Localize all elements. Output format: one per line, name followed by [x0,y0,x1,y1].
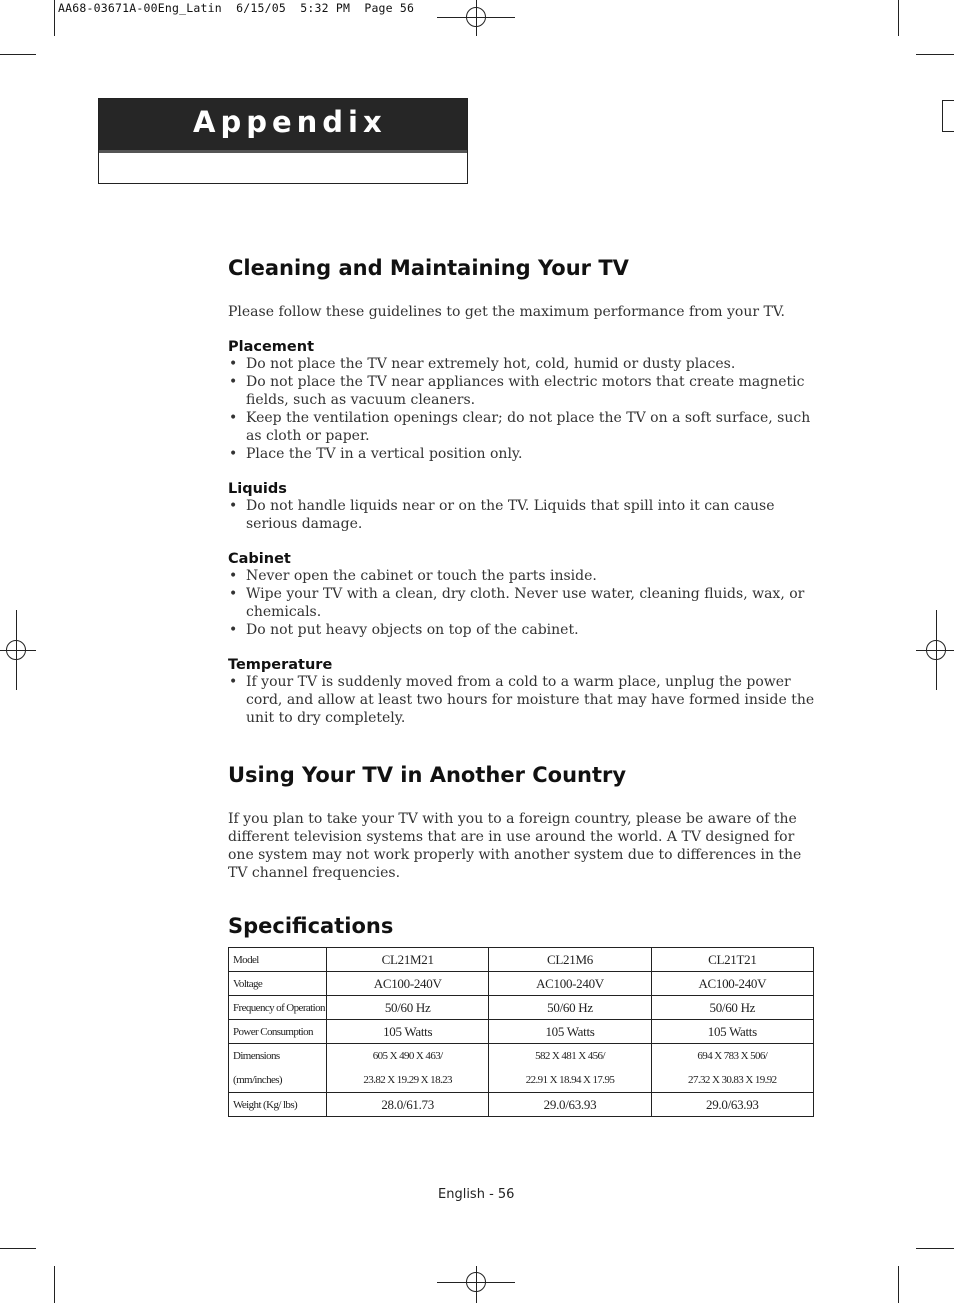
table-row [229,1020,814,1044]
table-cell: 50/60 Hz [327,996,489,1020]
list-item: • Place the TV in a vertical position only. [228,445,818,463]
table-cell: CL21M21 [327,948,489,972]
dimensions-label: Dimensions [233,1050,280,1062]
table-row [229,1044,814,1093]
dimensions-inches: 22.91 X 18.94 X 17.95 [525,1074,615,1086]
table-row [229,996,814,1020]
temperature-list [228,673,818,727]
print-slug: AA68-03671A-00Eng_Latin 6/15/05 5:32 PM Page 56 [58,1,415,15]
table-cell: 29.0/63.93 [489,1093,651,1117]
table-cell: 105 Watts [489,1020,651,1044]
table-row [229,1093,814,1117]
cleaning-heading: Cleaning and Maintaining Your TV [228,256,629,280]
appendix-header [98,98,468,184]
page-number: English - 56 [438,1187,515,1202]
list-item: • Do not place the TV near appliances with electric motors that create magnetic fields, such as vacuum cleaners. [228,373,818,409]
table-cell: 105 Watts [651,1020,813,1044]
list-item: • Never open the cabinet or touch the parts inside. [228,567,818,585]
another-country-body: If you plan to take your TV with you to a foreign country, please be aware of the different television systems that are in use around the world. A TV designed for one system may not work properly with another system due to differences in the TV channel frequencies. [228,811,802,881]
specifications-table [228,947,814,1117]
table-cell: AC100-240V [651,972,813,996]
table-cell [229,1044,327,1093]
table-cell [327,1044,489,1093]
liquids-heading: Liquids [228,481,287,497]
placement-list [228,355,818,463]
table-row [229,948,814,972]
table-cell: Model [229,948,327,972]
main-content [228,256,818,1117]
dimensions-inches: 23.82 X 19.29 X 18.23 [363,1074,452,1086]
table-cell: Voltage [229,972,327,996]
dimensions-mm: 582 X 481 X 456/ [535,1050,605,1062]
dimensions-mm: 694 X 783 X 506/ [697,1050,768,1062]
cabinet-heading: Cabinet [228,551,291,567]
specifications-heading: Specifications [228,914,394,938]
cabinet-list [228,567,818,639]
table-cell: 105 Watts [327,1020,489,1044]
table-cell: 29.0/63.93 [651,1093,813,1117]
table-cell: 28.0/61.73 [327,1093,489,1117]
table-cell: Frequency of Operation [229,996,327,1020]
liquids-list [228,497,818,533]
placement-heading: Placement [228,339,315,355]
table-cell [489,1044,651,1093]
list-item: • Do not place the TV near extremely hot, cold, humid or dusty places. [228,355,818,373]
table-cell: AC100-240V [489,972,651,996]
table-cell: Power Consumption [229,1020,327,1044]
list-item: • Wipe your TV with a clean, dry cloth. Never use water, cleaning fluids, wax, or chemicals. [228,585,818,621]
dimensions-inches: 27.32 X 30.83 X 19.92 [688,1074,777,1086]
table-cell: CL21M6 [489,948,651,972]
table-cell: 50/60 Hz [489,996,651,1020]
table-cell: AC100-240V [327,972,489,996]
table-cell [651,1044,813,1093]
another-country-heading: Using Your TV in Another Country [228,763,627,787]
dimensions-unit-label: (mm/inches) [233,1074,282,1086]
list-item: • Keep the ventilation openings clear; do not place the TV on a soft surface, such as cloth or paper. [228,409,818,445]
list-item: • Do not put heavy objects on top of the cabinet. [228,621,818,639]
cleaning-intro: Please follow these guidelines to get the maximum performance from your TV. [228,304,785,320]
list-item: • If your TV is suddenly moved from a cold to a warm place, unplug the power cord, and allow at least two hours for moisture that may have formed inside the unit to dry completely. [228,673,818,727]
temperature-heading: Temperature [228,657,333,673]
page-title: Appendix [193,105,387,139]
table-cell: CL21T21 [651,948,813,972]
table-cell: Weight (Kg/ lbs) [229,1093,327,1117]
table-cell: 50/60 Hz [651,996,813,1020]
list-item: • Do not handle liquids near or on the TV. Liquids that spill into it can cause serious damage. [228,497,818,533]
header-bar [99,99,467,153]
table-row [229,972,814,996]
dimensions-mm: 605 X 490 X 463/ [372,1050,443,1062]
